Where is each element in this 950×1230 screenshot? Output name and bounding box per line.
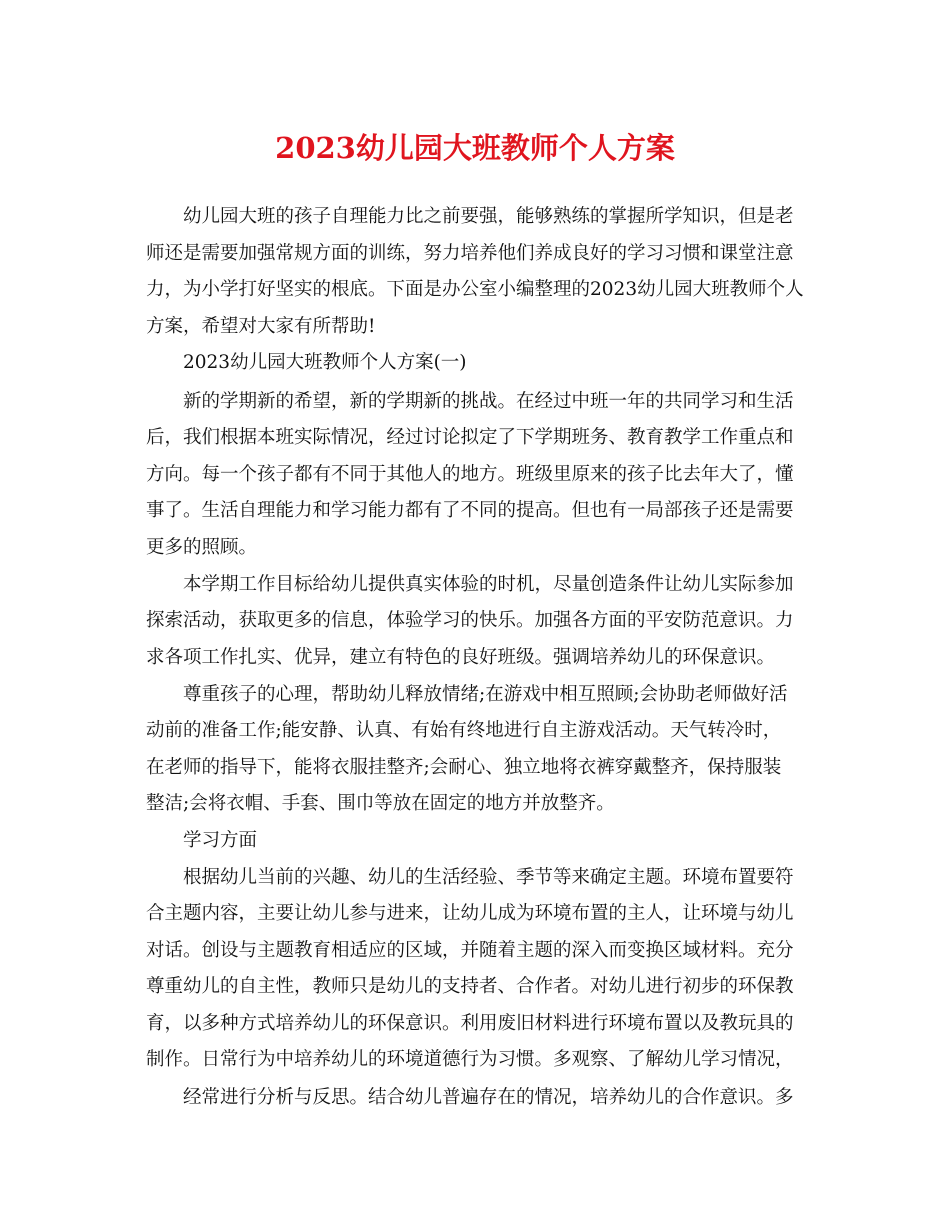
para1-line-3: 方向。每一个孩子都有不同于其他人的地方。班级里原来的孩子比去年大了，懂	[146, 464, 794, 485]
para2-line-1: 本学期工作目标给幼儿提供真实体验的时机，尽量创造条件让幼儿实际参加	[183, 574, 794, 595]
para3-line-1: 尊重孩子的心理，帮助幼儿释放情绪;在游戏中相互照顾;会协助老师做好活	[183, 684, 788, 705]
para2-line-3: 求各项工作扎实、优异，建立有特色的良好班级。强调培养幼儿的环保意识。	[146, 647, 776, 668]
para4-line-2: 合主题内容，主要让幼儿参与进来，让幼儿成为环境布置的主人，让环境与幼儿	[146, 903, 794, 924]
intro-line-1: 幼儿园大班的孩子自理能力比之前要强，能够熟练的掌握所学知识，但是老	[183, 206, 794, 227]
para3-line-4: 整洁;会将衣帽、手套、围巾等放在固定的地方并放整齐。	[146, 793, 615, 814]
intro-line-3: 力，为小学打好坚实的根底。下面是办公室小编整理的2023幼儿园大班教师个人	[146, 279, 804, 300]
para5-line-1: 经常进行分析与反思。结合幼儿普遍存在的情况，培养幼儿的合作意识。多	[183, 1087, 794, 1108]
para1-line-4: 事了。生活自理能力和学习能力都有了不同的提高。但也有一局部孩子还是需要	[146, 500, 794, 521]
para3-line-3: 在老师的指导下，能将衣服挂整齐;会耐心、独立地将衣裤穿戴整齐，保持服装	[146, 757, 782, 778]
para4-line-3: 对话。创设与主题教育相适应的区域，并随着主题的深入而变换区域材料。充分	[146, 940, 794, 961]
document-title: 2023幼儿园大班教师个人方案	[275, 131, 675, 165]
para4-line-1: 根据幼儿当前的兴趣、幼儿的生活经验、季节等来确定主题。环境布置要符	[183, 867, 794, 888]
section-heading-2: 学习方面	[183, 830, 258, 851]
para1-line-2: 后，我们根据本班实际情况，经过讨论拟定了下学期班务、教育教学工作重点和	[146, 427, 794, 448]
intro-line-2: 师还是需要加强常规方面的训练，努力培养他们养成良好的学习习惯和课堂注意	[146, 243, 794, 264]
section-heading-1: 2023幼儿园大班教师个人方案(一)	[183, 352, 467, 373]
para2-line-2: 探索活动，获取更多的信息，体验学习的快乐。加强各方面的平安防范意识。力	[146, 610, 794, 631]
para1-line-1: 新的学期新的希望，新的学期新的挑战。在经过中班一年的共同学习和生活	[183, 391, 794, 412]
para1-line-5: 更多的照顾。	[146, 537, 258, 558]
para4-line-6: 制作。日常行为中培养幼儿的环境道德行为习惯。多观察、了解幼儿学习情况，	[146, 1049, 794, 1070]
para4-line-4: 尊重幼儿的自主性，教师只是幼儿的支持者、合作者。对幼儿进行初步的环保教	[146, 976, 794, 997]
intro-line-4: 方案，希望对大家有所帮助!	[146, 316, 376, 337]
para3-line-2: 动前的准备工作;能安静、认真、有始有终地进行自主游戏活动。天气转冷时，	[146, 720, 782, 741]
para4-line-5: 育，以多种方式培养幼儿的环保意识。利用废旧材料进行环境布置以及教玩具的	[146, 1013, 794, 1034]
